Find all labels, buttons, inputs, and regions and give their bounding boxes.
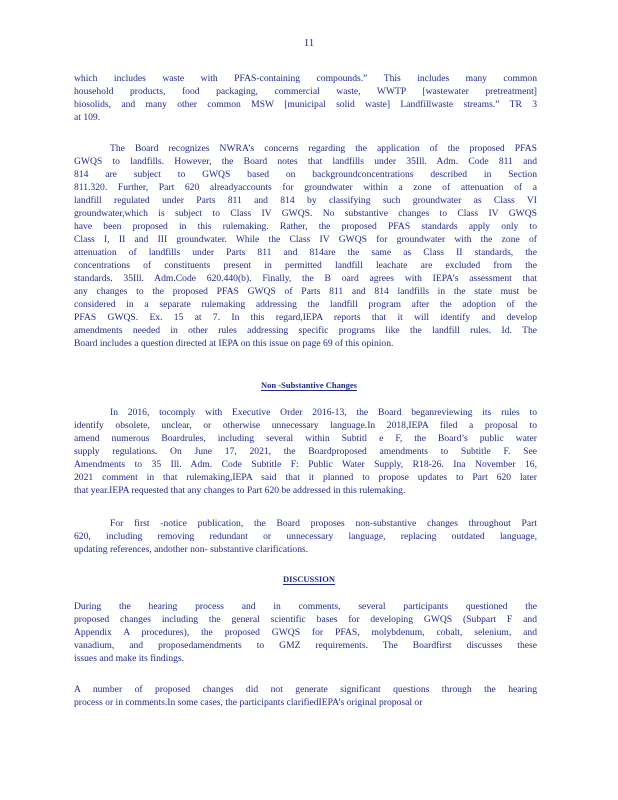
text-line: Amendments to 35 Ill. Adm. Code Subtitle F: Public Water Supply, R18-26. Ina November 16, xyxy=(74,459,537,470)
text-line: attenuation of landfills under Parts 811 and 814are the same as Class II standards, the xyxy=(74,247,537,258)
section-heading-non-substantive xyxy=(0,380,618,390)
text-line: groundwater,which is subject to Class IV GWQS. No substantive changes to Class IV GWQS xyxy=(74,208,537,219)
text-line: which includes waste with PFAS-containing compounds.” This includes many common xyxy=(74,73,537,84)
text-line: The Board recognizes NWRA’s concerns regarding the application of the proposed PFAS xyxy=(110,143,537,154)
text-line: During the hearing process and in comments, several participants questioned the xyxy=(74,601,537,612)
text-line: process or in comments.In some cases, the participants clarifiedIEPA’s original proposal or xyxy=(74,697,423,708)
text-line: considered in a separate rulemaking addressing the landfill program after the adoption of the xyxy=(74,299,537,310)
text-line: PFAS GWQS. Ex. 15 at 7. In this regard,IEPA reports that it will identify and develop xyxy=(74,312,537,323)
text-line: 814 are subject to GWQS based on backgroundconcentrations described in Section xyxy=(74,169,537,180)
text-line: biosolids, and many other common MSW [municipal solid waste] Landfillwaste streams.” TR 3 xyxy=(74,99,537,110)
heading-text: Non -Substantive Changes xyxy=(261,380,357,390)
text-line: GWQS to landfills. However, the Board notes that landfills under 35Ill. Adm. Code 811 and xyxy=(74,156,537,167)
text-line: vanadium, and proposedamendments to GMZ requirements. The Boardfirst discusses these xyxy=(74,640,537,651)
text-line: supply regulations. On June 17, 2021, the Boardproposed amendments to Subtitle F. See xyxy=(74,446,537,457)
text-line: proposed changes including the general scientific bases for developing GWQS (Subpart F and xyxy=(74,614,537,625)
text-line: issues and make its findings. xyxy=(74,653,185,664)
text-line: landfill regulated under Parts 811 and 814 by classifying such groundwater as Class VI xyxy=(74,195,537,206)
text-line: standards. 35Ill. Adm.Code 620.440(b). Finally, the B oard agrees with IEPA’s assessment that xyxy=(74,273,537,284)
text-line: any changes to the proposed PFAS GWQS of Parts 811 and 814 landfills in the state must be xyxy=(74,286,537,297)
text-line: that year.IEPA requested that any changes to Part 620 be addressed in this rulemaking. xyxy=(74,485,406,496)
text-line: A number of proposed changes did not generate significant questions through the hearing xyxy=(74,684,537,695)
text-line: 2021 comment in that rulemaking,IEPA said that it planned to propose updates to Part 620 later xyxy=(74,472,537,483)
page-number: 11 xyxy=(303,37,315,49)
text-line: household products, food packaging, commercial waste, WWTP [wastewater pretreatment] xyxy=(74,86,537,97)
text-line: amend numerous Boardrules, including several within Subtitl e F, the Board’s public water xyxy=(74,433,537,444)
text-line: Appendix A procedures), the proposed GWQS for PFAS, molybdenum, cobalt, selenium, and xyxy=(74,627,537,638)
text-line: amendments needed in other rules addressing specific programs like the landfill rules. Id. The xyxy=(74,325,537,336)
text-line: For first -notice publication, the Board proposes non-substantive changes throughout Part xyxy=(110,518,537,529)
section-heading-discussion xyxy=(0,574,618,584)
text-line: updating references, andother non- substantive clarifications. xyxy=(74,544,309,555)
heading-text: DISCUSSION xyxy=(283,574,335,584)
text-line: 620, including removing redundant or unnecessary language, replacing outdated language, xyxy=(74,531,537,542)
text-line: identify obsolete, unclear, or otherwise unnecessary language.In 2018,IEPA filed a proposal to xyxy=(74,420,537,431)
text-line: In 2016, tocomply with Executive Order 2016-13, the Board beganreviewing its rules to xyxy=(110,407,537,418)
text-line: 811.320. Further, Part 620 alreadyaccounts for groundwater within a zone of attenuation of a xyxy=(74,182,537,193)
text-line: at 109. xyxy=(74,112,101,123)
text-line: have been proposed in this rulemaking. Rather, the proposed PFAS standards apply only to xyxy=(74,221,537,232)
text-line: Board includes a question directed at IEPA on this issue on page 69 of this opinion. xyxy=(74,338,394,349)
text-line: Class I, II and III groundwater. While the Class IV GWQS for groundwater with the zone of xyxy=(74,234,537,245)
text-line: concentrations of constituents present in permitted landfill leachate are excluded from the xyxy=(74,260,537,271)
